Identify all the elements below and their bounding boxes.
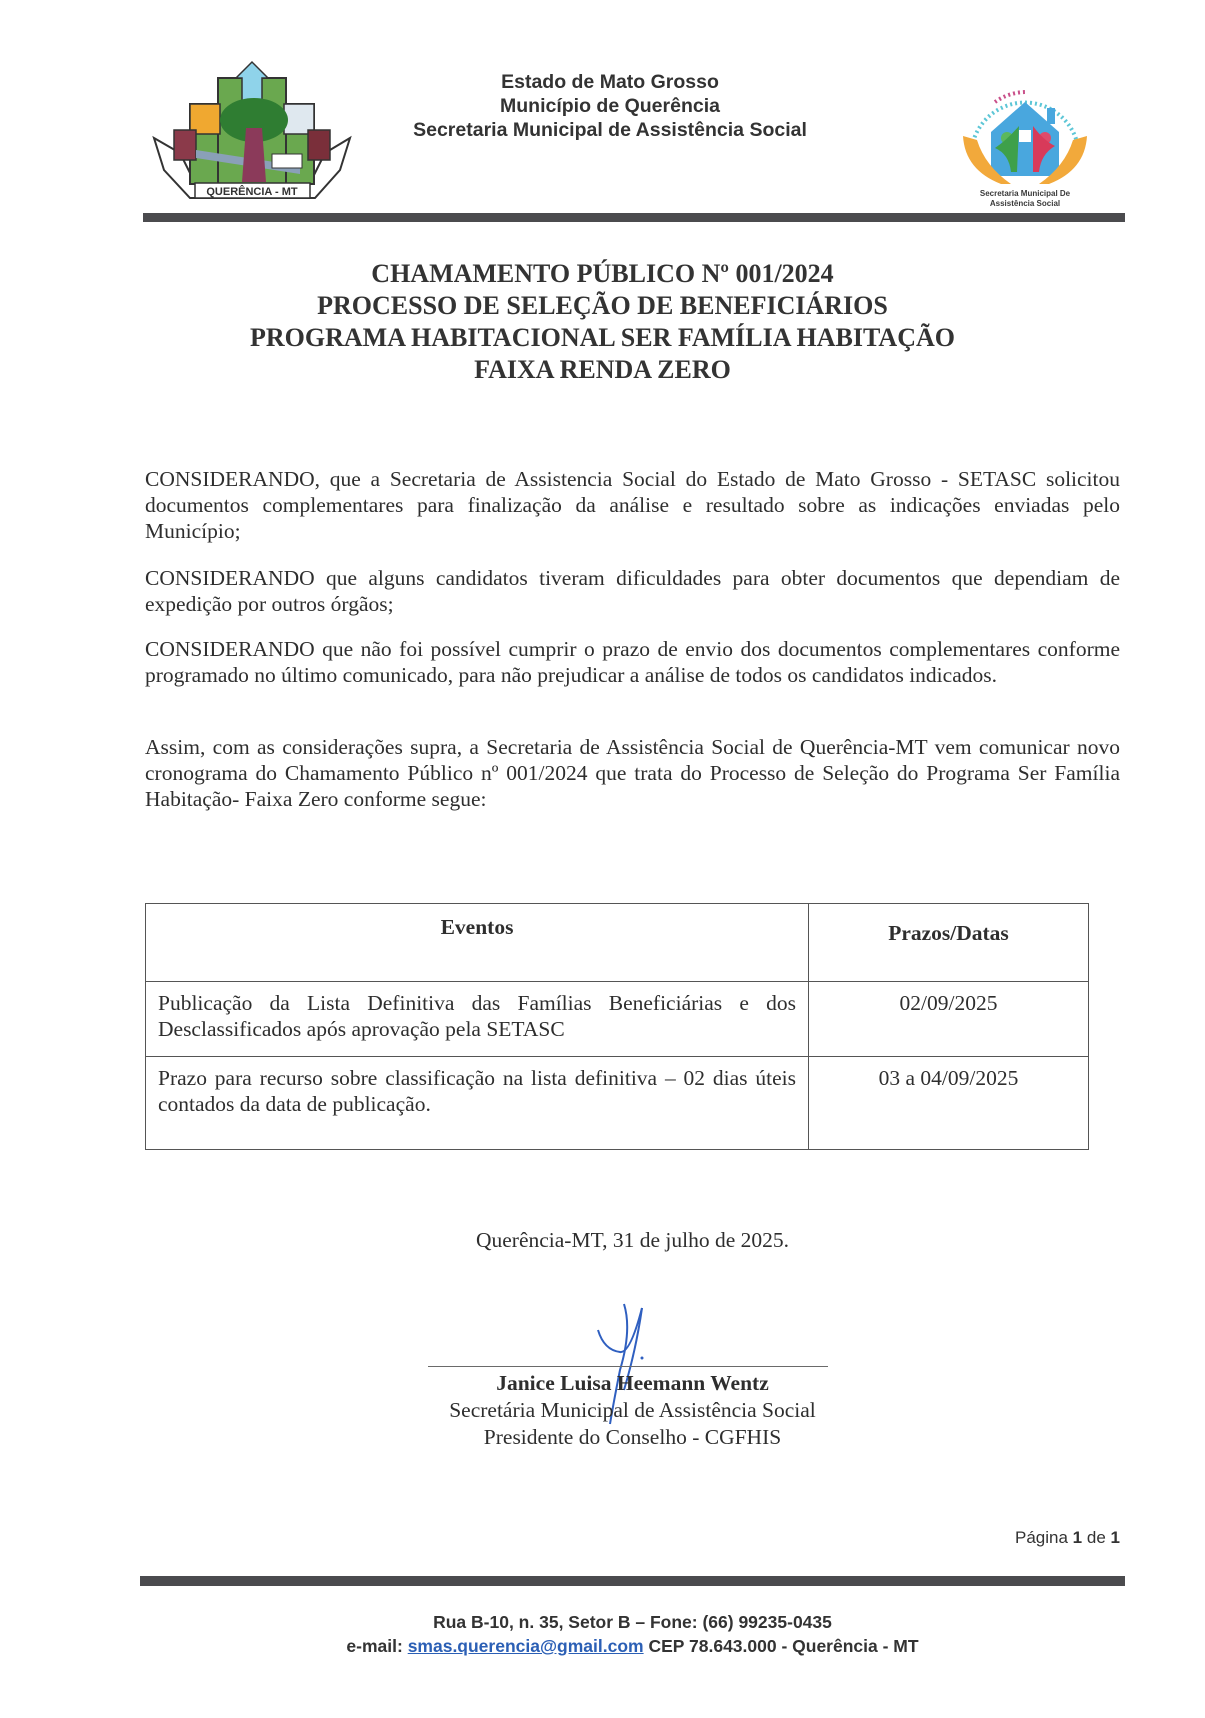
table-row <box>146 982 1089 1057</box>
date-cell: 03 a 04/09/2025 <box>809 1057 1089 1150</box>
footer-address: Rua B-10, n. 35, Setor B – Fone: (66) 99235-0435 <box>433 1612 832 1632</box>
schedule-table <box>145 903 1089 1150</box>
table-row <box>146 1057 1089 1150</box>
footer-email-line <box>140 1634 1125 1658</box>
page-sep: de <box>1086 1528 1106 1547</box>
considering-paragraph-3: CONSIDERANDO que não foi possível cumprir o prazo de envio dos documentos complementares conforme programado no último comunicado, para não prejudicar a análise de todos os candidatos indicados. <box>145 637 1120 687</box>
signer-role: Secretária Municipal de Assistência Social <box>449 1398 816 1422</box>
email-label: e-mail: <box>346 1636 403 1656</box>
logo-caption-line: Secretaria Municipal De <box>979 189 1071 198</box>
signer-block <box>145 1370 1120 1451</box>
document-title <box>150 258 1055 386</box>
footer-contact <box>140 1610 1125 1658</box>
footer-divider-bar <box>140 1576 1125 1586</box>
page-number <box>900 1528 1120 1548</box>
signer-name: Janice Luisa Heemann Wentz <box>496 1371 769 1395</box>
email-link[interactable]: smas.querencia@gmail.com <box>407 1636 644 1656</box>
considering-paragraph-1: CONSIDERANDO, que a Secretaria de Assistencia Social do Estado de Mato Grosso - SETASC solicitou documentos complementares para finalização da análise e resultado sobre as indicações enviadas pelo Município; <box>145 467 1120 543</box>
signature-line <box>428 1366 828 1367</box>
signer-role-2: Presidente do Conselho - CGFHIS <box>483 1425 782 1449</box>
header-dates: Prazos/Datas <box>809 904 1089 982</box>
header-divider-bar <box>143 213 1125 222</box>
event-cell: Prazo para recurso sobre classificação na lista definitiva – 02 dias úteis contados da data de publicação. <box>146 1057 809 1150</box>
title-line: PROGRAMA HABITACIONAL SER FAMÍLIA HABITAÇÃO <box>250 323 955 352</box>
municipal-coat-of-arms-logo <box>150 58 360 206</box>
announcement-paragraph: Assim, com as considerações supra, a Secretaria de Assistência Social de Querência-MT vem comunicar novo cronograma do Chamamento Público nº 001/2024 que trata do Processo de Seleção do Programa Ser Família Habitação- Faixa Zero conforme segue: <box>145 735 1120 811</box>
svg-text:QUERÊNCIA - MT: QUERÊNCIA - MT <box>206 186 298 198</box>
table-header-row <box>146 904 1089 982</box>
considering-paragraph-2: CONSIDERANDO que alguns candidatos tiveram dificuldades para obter documentos que dependiam de expedição por outros órgãos; <box>145 566 1120 616</box>
page-current: 1 <box>1072 1528 1083 1547</box>
header-state: Estado de Mato Grosso <box>501 71 719 93</box>
footer-cep: CEP 78.643.000 - Querência - MT <box>648 1636 919 1656</box>
secretariat-logo-caption <box>960 189 1090 209</box>
event-cell: Publicação da Lista Definitiva das Famílias Beneficiárias e dos Desclassificados após aprovação pela SETASC <box>146 982 809 1057</box>
title-line: PROCESSO DE SELEÇÃO DE BENEFICIÁRIOS <box>317 291 888 320</box>
logo-caption-line: Assistência Social <box>989 199 1061 208</box>
header-secretariat: Secretaria Municipal de Assistência Social <box>413 119 807 141</box>
header-events: Eventos <box>146 904 809 982</box>
secretariat-logo <box>955 80 1095 188</box>
title-line: FAIXA RENDA ZERO <box>474 355 731 384</box>
page-total: 1 <box>1110 1528 1120 1547</box>
place-and-date: Querência-MT, 31 de julho de 2025. <box>475 1228 790 1252</box>
page-prefix: Página <box>1015 1528 1068 1547</box>
date-cell: 02/09/2025 <box>809 982 1089 1057</box>
header-institution <box>380 70 840 142</box>
header-municipality: Município de Querência <box>500 95 720 117</box>
title-line: CHAMAMENTO PÚBLICO Nº 001/2024 <box>371 259 834 288</box>
